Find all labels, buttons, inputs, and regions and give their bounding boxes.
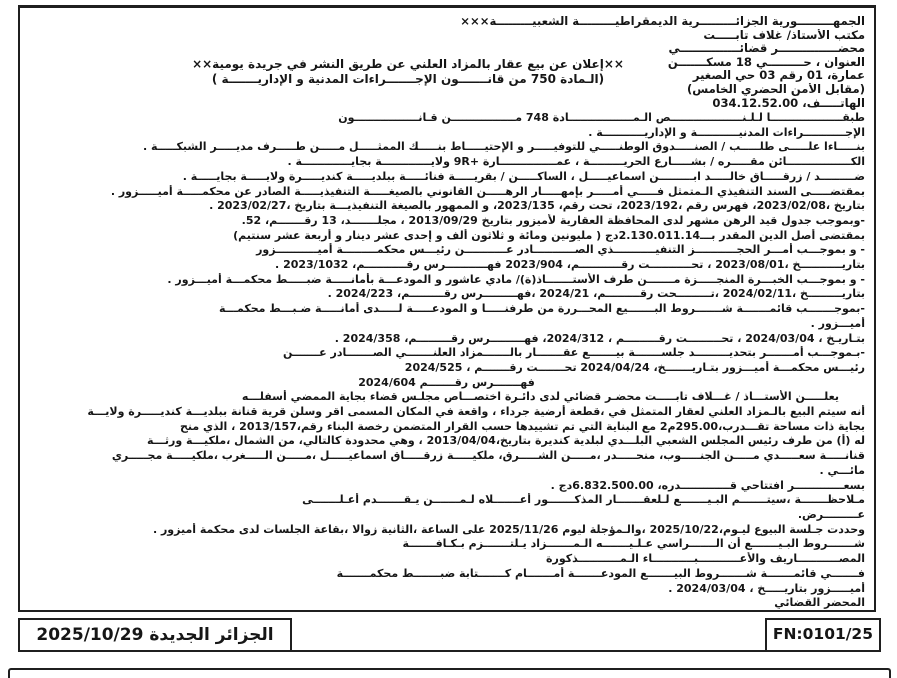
document-line: أنه سيتم البيع بالـمزاد العلني لعقار المتمثل في ،قطعة أرضية جرداء ، واقعة في المكان المسمى اقر وسلن قرية قنانة ببلديـــة كنديـــــرة ولايـــة <box>87 405 865 419</box>
document-footer <box>18 618 881 652</box>
document-line: ضـــــــــد / زرقـــــاق خالـــــد ابـــــــــن اسماعيـــــل ، الساكـــــن / بقريـــــة فنائـــــة ببلديـــــة كنديـــــرة ولايـــــة بجايـــــة . <box>182 169 865 183</box>
document-line: بتاريـــــــــخ ،2024/02/11 ،تـــــــــحت رقـــــــــم، 2024/21 ،فهـــــــــرس رقـــــــــم، 2024/223 . <box>327 287 865 301</box>
document-line: -بـموجـــب أمـــــــر بتحديـــــــــد جلســـــــة بيـــــــع عقـــــــار بالـــــــمزاد العلنـــــــي الصـــــــادر عـــــــن <box>282 346 865 360</box>
document-line: بنـــــاءا علـــــى طلـــــب / الصنـــــدوق الوطنـــــي للتوفيـــــر و الإحتيـــــاط بنـــــك الممثـــــل مـــــن طـــــرف مديـــــر الشبكـــــة . <box>143 140 865 154</box>
document-line: بمقتضـــــى السند التنفيذي الـمتمثل فـــــي أمـــــر بإمهـــــار الرهـــــن القانوني بالصيغـــــة التنفيذيـــــة الصادر عن محكمـــــة أميـــــزور . <box>110 184 865 198</box>
document-line: طبقـــــــــــــــــــا لـلـنـــــــــــــــــــص الـمـــــــــــــــــادة 748 مـــــــــــــــــن قـانـــــــــــــــــون <box>338 111 865 124</box>
newspaper-date-box: الجزائر الجديدة 2025/10/29 <box>18 618 292 652</box>
document-line: فهـــــــرس رقـــــــم 2024/604 <box>358 375 535 389</box>
republic-line: الجمهـــــــــورية الجزائـــــــــرية الديمقراطيـــــــــة الشعبيـــــــــة××× <box>460 15 865 28</box>
document-line: المصـــــــــــاريف والأعـــــــــــبـــــــــــاء الـمـــــــــــذكورة <box>546 552 865 566</box>
document-line: -بموجـــــــب قائمـــــــة شـــــــروط البـــــــيع المحـــررة من طرفنـــــا و المودعـــــة لـــــدى أمانـــــة ضـبـــط محكمـــة <box>219 302 865 316</box>
document-line: أميـــــزور بتاريـــــخ ، 2024/03/04 . <box>668 581 865 595</box>
document-line: بمقتضى أصل الدين المقدر بـــ2.130.011.14دج ( مليونين ومائة و ثلاثون ألف و إحدى عشر دينار و أربعة عشر سنتيم) <box>233 228 865 242</box>
address-line-2: عمارة، 01 رقم 03 حي الصغير <box>692 69 865 83</box>
document-line: قنانـــــة سعـــــدي مـــــن الجنـــــوب، منحـــــدر ،مـــــن الشـــــرق، ملكيـــــة زرقـــــاق اسماعيـــــل ،مـــــن الـــــغرب ،ملكيـــــة مجـــــري <box>111 449 865 463</box>
document-line: الكـــــــــــــــــائن مقـــــره / بشـــــارع الحريـــــــــة ، عمـــــــــــــــارة 9R+‎ ولايـــــــــــــة بجايـــــــــــــة . <box>287 155 865 169</box>
document-line: فـــــــي قائمـــــــة شـــــــروط البيـــــــع المودعـــــــة أمـــــــام كـــــــتابة ضبـــــــط محكمـــــــة <box>336 566 865 580</box>
document-line: مـلاحظـــــــة ،سيتـــــــم البـيـــــــع لـلعقـــــــار المذكـــــــور أعـــــــلاه لـمـــــــن يـقـــــــدم أعـلـــــــى <box>302 493 865 507</box>
document-line: مائـــي . <box>819 463 865 477</box>
document-line: بتاريخ ،2023/02/08، فهرس رقم ،2023/192، تحت رقم، 2023/135، و الممهور بالصيغة التنفيذيـــة بتاريخ ،2023/02/27 . <box>209 199 865 213</box>
document-line: شـــــــروط البـيـــــــع أن الـــــــراسي عـلـيـــــــه الـمـــــــزاد يـلتـــــــزم بـكـافـــــــة <box>402 537 865 551</box>
announcement-title-block <box>128 57 688 87</box>
address-line-3: (مقابل الأمن الحضري الخامس) <box>686 82 865 96</box>
document-line: - و بموجـــب الخبـــرة المنجـــــزة مـــــــن طرف الأستـــــــاذ(ة)/ مادي عاشور و المودعـــة بأمانـــــة ضبـــــط محكمـــة أميـــزور . <box>167 272 865 286</box>
document-line: وحددت جـلسة البيوع ليـوم،2025/10/22 ،والـمؤجلة ليوم 2025/11/26 على الساعة ،الثانية زوالا ،بقاعة الجلسات لدى محكمة أميزور . <box>152 522 865 536</box>
doc-type-line: محضـــــــــــــــر قضائـــــــــــــــي <box>668 42 865 56</box>
document-line: عـــــــــرض. <box>797 507 865 521</box>
document-line: يعلـــــن الأستـــاذ / غـــلاف تابـــــت محضـر قضائي لدى دائـرة اختصـــاص مجلـس قضاء بجاية الممضي أسفلـــه <box>241 390 839 404</box>
document-body <box>28 111 865 611</box>
address-line-1: العنوان ، حـــــــــي 18 مسكـــــــن <box>667 55 865 69</box>
document-line: بتاريـــــــــــخ ،2023/08/01 ، تحـــــــــــت رقـــــــــــم، 2023/904 فهـــــــــــرس رقـــــــــــم، 2023/1032 . <box>275 258 865 272</box>
document-line: المحضر القضائي <box>774 596 865 610</box>
document-header <box>28 15 865 110</box>
document-line: أميـــزور . <box>810 316 865 330</box>
document-line: بسعـــــــــــــر افتتاحي قـــــــــــــدره، 6.832.500.00دج . <box>550 478 865 492</box>
document-line: -وبموجب جدول قيد الرهن مشهر لدى المحافظة العقارية لأميزور بتاريخ 2013/09/29 ، مجلـــــــد، 13 رقـــــــم، 52. <box>241 213 865 227</box>
document-line: له (أ) من طرف رئيس المجلس الشعبي البلـــدي لبلدية كنديرة بتاريخ،2013/04/04 ، وهي محدودة كالتالي، من الشمال ،ملكيـــة ورثـــة <box>146 434 865 448</box>
document-frame <box>18 5 876 612</box>
phone-line: الهاتـــــف، 034.12.52.00 <box>712 96 865 110</box>
announcement-title: ××إعلان عن بيع عقار بالمزاد العلني عن طريق النشر في جريدة يومية×× <box>192 57 624 71</box>
next-frame-top-edge <box>8 668 891 678</box>
document-line: بجاية ذات مساحة تقـــدرب،295.00م2 مع البناية التي تم تشييدها حسب القرار المتضمن رخصة البناء رقم،2013/157 ، الذي منح <box>179 419 865 433</box>
office-line: مكتب الأستاذ/ غلاف تابـــــت <box>703 28 865 42</box>
document-line: الإجـــــــــــراءات المدنيـــــــــــة و الإداريـــــــــــة . <box>588 125 865 139</box>
document-line: رئيـــس محكمـــة أميـــزور بتـاريـــــــخ، 2024/04/24 تحـــــــت رقـــــــم ، 2024/525 <box>404 360 865 374</box>
footer-divider-line <box>292 618 765 652</box>
document-line: بتـاريـخ ، 2024/03/04 ، تحـــــــــت رقـــــــــم ، 2024/312، فهـــــــــرس رقـــــــــم، 2024/358 . <box>334 331 865 345</box>
reference-number-box: FN:0101/25 <box>765 618 881 652</box>
announcement-subtitle: (الـمادة 750 من قانـــــــون الإجـــــــراءات المدنية و الإداريـــــــة ) <box>211 72 605 86</box>
document-line: - و بموجـــب أمـــر الحجـــــــــــز التنفيـــــــــــذي الصـــــــــــادر عـــــــــــن رئيـــس محكمـــــــــة أميـــــــــــزور <box>256 243 865 257</box>
